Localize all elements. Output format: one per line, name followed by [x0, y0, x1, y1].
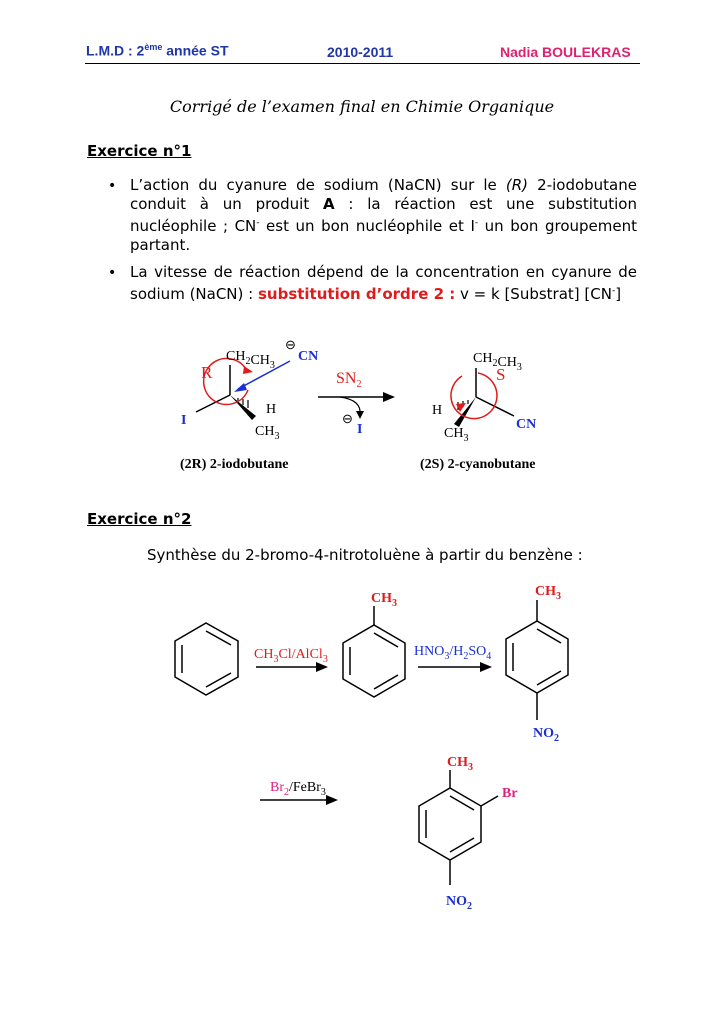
nucleophile-cn: CN: [298, 349, 319, 364]
product-ch3: $CH_3$: [444, 426, 469, 444]
reactant-ch3: $CH_3$: [255, 424, 280, 442]
bullet-icon: •: [108, 178, 117, 194]
sn2-label: $SN_2$: [336, 370, 362, 390]
ex1-bullet-2: La vitesse de réaction dépend de la concentration en cyanure de sodium (NaCN) : substitution d’ordre 2 : v = k [Substrat] [CN-]: [130, 263, 637, 303]
product-ch3: $CH_3$: [447, 755, 473, 773]
ex2-intro: Synthèse du 2-bromo-4-nitrotoluène à partir du benzène :: [147, 546, 583, 564]
sn2-scheme: [0, 330, 724, 480]
product-br: Br: [502, 786, 518, 801]
header-divider: [85, 63, 640, 64]
reactant-iodine: I: [181, 413, 187, 428]
page-title: Corrigé de l’examen final en Chimie Organique: [169, 97, 555, 116]
synthesis-scheme: [0, 580, 724, 920]
header-year: 2010-2011: [327, 44, 394, 60]
product-config-label: S: [496, 365, 506, 384]
toluene-ring: [343, 606, 405, 697]
benzene-ring: [175, 623, 238, 695]
nitrotoluene-ring: [506, 600, 568, 720]
exercise-1-heading: Exercice n°1: [87, 142, 192, 160]
product-cn: CN: [516, 417, 537, 432]
ex1-bullet-1: L’action du cyanure de sodium (NaCN) sur le (R) 2-iodobutane conduit à un produit A : la réaction est une substitution nucléophile ; CN- est un bon nucléophile et I- un bon groupement partant.: [130, 176, 637, 254]
leaving-iodine: I: [357, 422, 363, 437]
minus-icon: ⊖: [342, 411, 353, 426]
nitrotoluene-ch3: $CH_3$: [535, 584, 561, 602]
product-ring: [419, 770, 498, 885]
exercise-2-heading: Exercice n°2: [87, 510, 192, 528]
minus-icon: ⊖: [285, 337, 296, 352]
toluene-ch3: $CH_3$: [371, 591, 397, 609]
reagent-2: $HNO_3/H_2SO_4$: [414, 644, 492, 662]
reactant-name: (2R) 2-iodobutane: [180, 457, 289, 472]
product-molecule: [432, 351, 536, 444]
bullet-icon: •: [108, 265, 117, 281]
reactant-h: H: [266, 402, 277, 417]
product-no2: $NO_2$: [446, 894, 472, 912]
reactant-config-label: R: [201, 363, 213, 382]
product-ethyl: $CH_2CH_3$: [473, 351, 522, 373]
product-h: H: [432, 403, 443, 418]
reactant-molecule: [181, 337, 318, 442]
nitrotoluene-no2: $NO_2$: [533, 726, 559, 744]
header-author: Nadia BOULEKRAS: [500, 44, 631, 60]
product-name: (2S) 2-cyanobutane: [420, 457, 536, 472]
reagent-3: $Br_2/FeBr_3$: [270, 780, 326, 798]
reagent-1: $CH_3Cl/AlCl_3$: [254, 647, 328, 665]
sn2-arrow: [318, 370, 395, 437]
reactant-ethyl: $CH_2CH_3$: [226, 349, 275, 371]
header-course: L.M.D : 2ème année ST: [86, 42, 229, 59]
